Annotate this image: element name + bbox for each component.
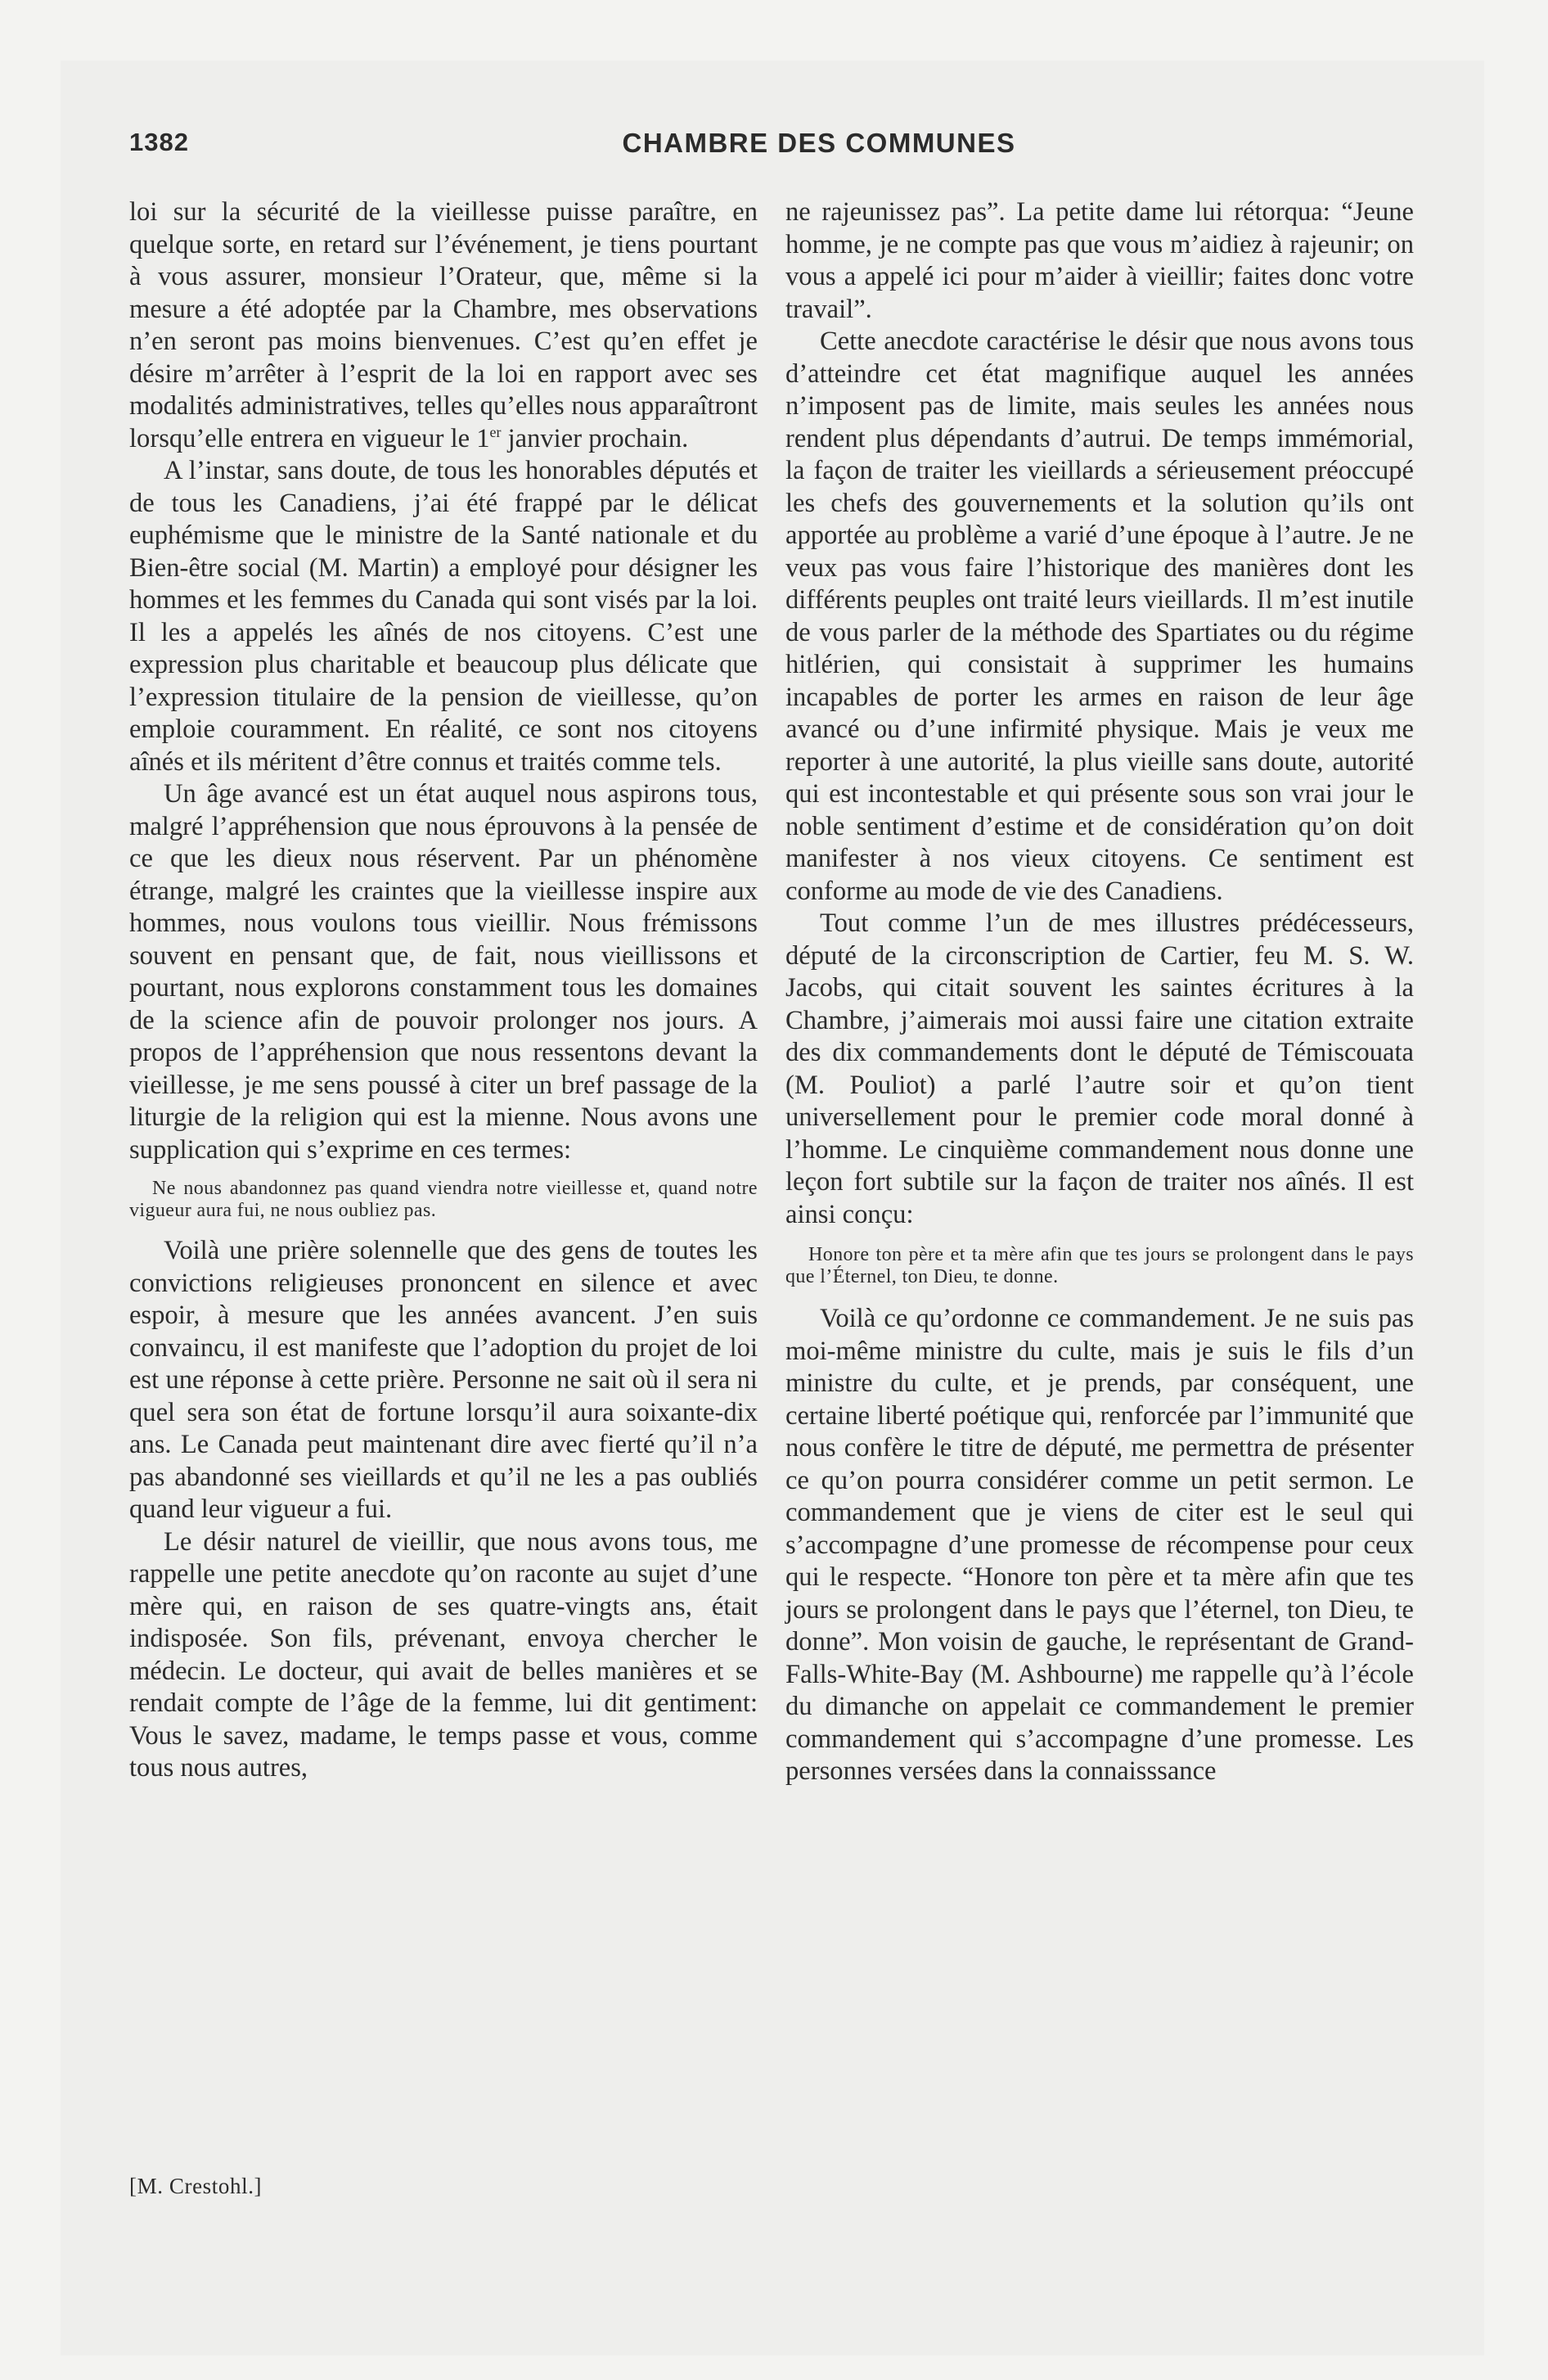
running-title: CHAMBRE DES COMMUNES bbox=[622, 128, 1016, 158]
page-number: 1382 bbox=[129, 128, 189, 156]
paragraph: Cette anecdote caractérise le désir que nous avons tous d’atteindre cet état magnifique auquel les années n’imposent pas de limite, mais seules les années nous rendent plus dépendants d’autrui. De temps immémorial, la façon de traiter les vieillards a sérieusement préoccupé les chefs des gouvernements et la solution qu’ils ont apportée au problème a varié d’une époque à l’autre. Je ne veux pas vous faire l’historique des manières dont les différents peuples ont traité leurs vieillards. Il m’est inutile de vous parler de la méthode des Spartiates ou du régime hitlérien, qui consistait à supprimer les humains incapables de porter les armes en raison de leur âge avancé ou d’une infirmité physique. Mais je veux me reporter à une autorité, la plus vieille sans doute, autorité qui est incontestable et qui présente sous son vrai jour le noble sentiment d’estime et de considération qu’on doit manifester à nos vieux citoyens. Ce sentiment est conforme au mode de vie des Canadiens. bbox=[785, 327, 1414, 906]
speaker-attribution: [M. Crestohl.] bbox=[129, 2174, 263, 2198]
paragraph: Voilà une prière solennelle que des gens de toutes les convictions religieuses prononcent en silence et avec espoir, à mesure que les années avancent. J’en suis convaincu, il est manifeste que l’adoption du projet de loi est une réponse à cette prière. Personne ne sait où il sera ni quel sera son état de fortune lorsqu’il aura soixante-dix ans. Le Canada peut maintenant dire avec fierté qu’il n’a pas abandonné ses vieillards et qu’il ne les a pas oubliés quand leur vigueur a fui. bbox=[129, 1236, 758, 1524]
right-column bbox=[785, 196, 1414, 1788]
paragraph bbox=[129, 196, 758, 455]
paragraph: Le désir naturel de vieillir, que nous avons tous, me rappelle une petite anecdote qu’on raconte au sujet d’une mère qui, en raison de ses quatre-vingts ans, était indisposée. Son fils, prévenant, envoya chercher le médecin. Le docteur, qui avait de belles manières et se rendait compte de l’âge de la femme, lui dit gentiment: Vous le savez, madame, le temps passe et vous, comme tous nous autres, bbox=[129, 1526, 758, 1783]
block-quote: Honore ton père et ta mère afin que tes jours se prolongent dans le pays que l’Éternel, ton Dieu, te donne. bbox=[785, 1244, 1414, 1287]
paragraph: ne rajeunissez pas”. La petite dame lui rétorqua: “Jeune homme, je ne compte pas que vous m’aidiez à rajeunir; on vous a appelé ici pour m’aider à vieillir; faites donc votre travail”. bbox=[785, 197, 1414, 324]
paragraph-text: loi sur la sécurité de la vieillesse puisse paraître, en quelque sorte, en retard sur l’événement, je tiens pourtant à vous assurer, monsieur l’Orateur, que, même si la mesure a été adoptée par la Chambre, mes observations n’en seront pas moins bienvenues. C’est qu’en effet je désire m’arrêter à l’esprit de la loi en rapport avec ses modalités administratives, telles qu’elles nous apparaîtront lorsqu’elle entrera en vigueur le 1 bbox=[129, 197, 758, 453]
page-header bbox=[129, 128, 1438, 177]
block-quote: Ne nous abandonnez pas quand viendra notre vieillesse et, quand notre vigueur aura fui, ne nous oubliez pas. bbox=[129, 1178, 758, 1221]
paragraph-text: janvier prochain. bbox=[501, 423, 689, 453]
paragraph: Un âge avancé est un état auquel nous aspirons tous, malgré l’appréhension que nous éprouvons à la pensée de ce que les dieux nous réservent. Par un phénomène étrange, malgré les craintes que la vieillesse inspire aux hommes, nous voulons tous vieillir. Nous frémissons souvent en pensant que, de fait, nous vieillissons et pourtant, nous explorons constamment tous les domaines de la science afin de pouvoir prolonger nos jours. A propos de l’appréhension que nous ressentons devant la vieillesse, je me sens poussé à citer un bref passage de la liturgie de la religion qui est la mienne. Nous avons une supplication qui s’exprime en ces termes: bbox=[129, 779, 758, 1165]
paragraph: A l’instar, sans doute, de tous les honorables députés et de tous les Canadiens, j’ai été frappé par le délicat euphémisme que le ministre de la Santé nationale et du Bien-être social (M. Martin) a employé pour désigner les hommes et les femmes du Canada qui sont visés par la loi. Il les a appelés les aînés de nos citoyens. C’est une expression plus charitable et beaucoup plus délicate que l’expression titulaire de la pension de vieillesse, qu’on emploie couramment. En réalité, ce sont nos citoyens aînés et ils méritent d’être connus et traités comme tels. bbox=[129, 456, 758, 777]
paragraph: Voilà ce qu’ordonne ce commandement. Je ne suis pas moi-même ministre du culte, mais je suis le fils d’un ministre du culte, et je prends, par conséquent, une certaine liberté poétique qui, renforcée par l’immunité que nous confère le titre de député, me permettra de présenter ce qu’on pourra considérer comme un petit sermon. Le commandement que je viens de citer est le seul qui s’accompagne d’une promesse de récompense pour ceux qui le respecte. “Honore ton père et ta mère afin que tes jours se prolongent dans le pays que l’éternel, ton Dieu, te donne”. Mon voisin de gauche, le représentant de Grand-Falls-White-Bay (M. Ashbourne) me rappelle qu’à l’école du dimanche on appelait ce commandement le premier commandement qui s’accompagne d’une promesse. Les personnes versées dans la connaisssance bbox=[785, 1304, 1414, 1786]
superscript: er bbox=[489, 423, 502, 440]
paragraph: Tout comme l’un de mes illustres prédécesseurs, député de la circonscription de Cartier, feu M. S. W. Jacobs, qui citait souvent les saintes écritures à la Chambre, j’aimerais moi aussi faire une citation extraite des dix commandements dont le député de Témiscouata (M. Pouliot) a parlé l’autre soir et qu’on tient universellement pour le premier code moral donné à l’homme. Le cinquième commandement nous donne une leçon fort subtile sur la façon de traiter nos aînés. Il est ainsi conçu: bbox=[785, 908, 1414, 1229]
left-column bbox=[129, 196, 758, 1785]
